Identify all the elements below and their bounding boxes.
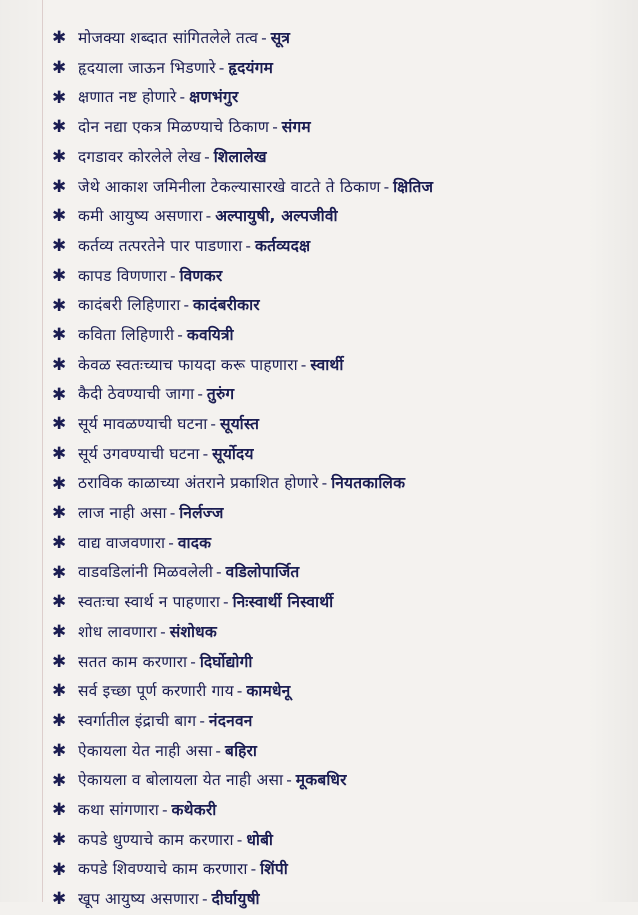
phrase-text: कपडे शिवण्याचे काम करणारा — [78, 860, 248, 879]
one-word-answer: धोबी — [246, 830, 274, 849]
dash-separator: - — [160, 622, 166, 641]
asterisk-bullet-icon: ✱ — [52, 443, 67, 464]
dash-separator: - — [168, 533, 174, 552]
dash-separator: - — [204, 147, 210, 166]
dash-separator: - — [216, 563, 222, 582]
asterisk-bullet-icon: ✱ — [52, 414, 67, 435]
list-item — [52, 232, 624, 262]
asterisk-bullet-icon: ✱ — [52, 711, 67, 732]
phrase-text: वाद्य वाजवणारा — [78, 533, 166, 552]
phrase-text: कर्तव्य तत्परतेने पार पाडणारा — [78, 236, 243, 255]
dash-separator: - — [272, 118, 278, 137]
list-item — [52, 766, 624, 796]
dash-separator: - — [250, 860, 257, 879]
asterisk-bullet-icon: ✱ — [52, 800, 67, 821]
one-word-answer: सूर्यास्त — [220, 415, 260, 434]
list-item — [52, 83, 624, 113]
list-item — [52, 737, 624, 767]
one-word-answer: क्षणभंगुर — [189, 88, 239, 107]
list-item — [52, 321, 624, 351]
one-word-answer: कवयित्री — [186, 325, 234, 344]
asterisk-bullet-icon: ✱ — [52, 58, 67, 79]
list-item — [52, 677, 624, 707]
phrase-text: शोध लावणारा — [78, 622, 158, 641]
list-item — [52, 618, 624, 648]
phrase-text: कविता लिहिणारी — [78, 325, 175, 344]
asterisk-bullet-icon: ✱ — [52, 740, 67, 761]
dash-separator: - — [236, 682, 243, 701]
asterisk-bullet-icon: ✱ — [52, 176, 67, 197]
list-item — [52, 143, 624, 173]
one-word-answer: अल्पायुषी, अल्पजीवी — [215, 207, 338, 226]
one-word-answer: क्षितिज — [393, 177, 434, 196]
one-word-answer: निःस्वार्थी निस्वार्थी — [232, 593, 334, 612]
dash-separator: - — [210, 415, 217, 434]
one-word-answer: हृदयंगम — [228, 58, 274, 77]
phrase-text: मोजक्या शब्दात सांगितलेले तत्व — [78, 29, 259, 48]
dash-separator: - — [236, 830, 243, 849]
one-word-answer: बहिरा — [225, 741, 258, 760]
phrase-text: दगडावर कोरलेले लेख — [78, 147, 202, 166]
phrase-text: कमी आयुष्य असणारा — [78, 207, 203, 226]
asterisk-bullet-icon: ✱ — [52, 770, 67, 791]
one-word-answer: सूत्र — [270, 29, 291, 48]
list-item — [52, 291, 624, 321]
dash-separator: - — [199, 711, 205, 730]
dash-separator: - — [202, 444, 209, 463]
asterisk-bullet-icon: ✱ — [52, 384, 67, 405]
asterisk-bullet-icon: ✱ — [52, 829, 67, 850]
asterisk-bullet-icon: ✱ — [52, 295, 67, 316]
one-word-answer: दीर्घायुषी — [211, 890, 260, 909]
asterisk-bullet-icon: ✱ — [52, 147, 67, 168]
one-word-answer: कथेकरी — [171, 800, 217, 819]
list-item — [52, 885, 624, 915]
phrase-text: सूर्य उगवण्याची घटना — [78, 444, 200, 463]
one-word-answer: सूर्योदय — [212, 444, 254, 463]
one-word-answer: संगम — [281, 118, 311, 137]
asterisk-bullet-icon: ✱ — [52, 265, 67, 286]
asterisk-bullet-icon: ✱ — [52, 473, 67, 494]
phrase-text: कथा सांगणारा — [78, 800, 159, 819]
list-item — [52, 351, 624, 381]
phrase-text: केवळ स्वतःच्याच फायदा करू पाहणारा — [78, 355, 298, 374]
list-item — [52, 54, 624, 84]
one-word-answer: वडिलोपार्जित — [225, 563, 300, 582]
phrase-text: ठराविक काळाच्या अंतराने प्रकाशित होणारे — [78, 474, 319, 493]
margin-line — [42, 0, 43, 902]
list-item — [52, 262, 624, 292]
phrase-text: जेथे आकाश जमिनीला टेकल्यासारखे वाटते ते ठिकाण — [78, 177, 381, 196]
one-word-answer: दिर्घोद्योगी — [199, 652, 253, 671]
one-word-answer: कामधेनू — [246, 682, 291, 701]
phrase-text: ऐकायला येत नाही असा — [78, 741, 213, 760]
phrase-text: कपडे धुण्याचे काम करणारा — [78, 830, 234, 849]
asterisk-bullet-icon: ✱ — [52, 206, 67, 227]
dash-separator: - — [183, 296, 190, 315]
list-item — [52, 588, 624, 618]
list-item — [52, 826, 624, 856]
vocabulary-list — [52, 24, 624, 915]
asterisk-bullet-icon: ✱ — [52, 28, 67, 49]
phrase-text: दोन नद्या एकत्र मिळण्याचे ठिकाण — [78, 118, 270, 137]
asterisk-bullet-icon: ✱ — [52, 889, 67, 910]
dash-separator: - — [286, 771, 292, 790]
dash-separator: - — [215, 741, 222, 760]
one-word-answer: संशोधक — [169, 622, 218, 641]
list-item — [52, 469, 624, 499]
asterisk-bullet-icon: ✱ — [52, 354, 67, 375]
asterisk-bullet-icon: ✱ — [52, 87, 67, 108]
dash-separator: - — [205, 207, 212, 226]
dash-separator: - — [245, 236, 251, 255]
list-item — [52, 113, 624, 143]
phrase-text: ऐकायला व बोलायला येत नाही असा — [78, 771, 284, 790]
dash-separator: - — [261, 29, 267, 48]
dash-separator: - — [383, 177, 390, 196]
dash-separator: - — [321, 474, 328, 493]
phrase-text: कापड विणणारा — [78, 266, 167, 285]
one-word-answer: वादक — [177, 533, 212, 552]
list-item — [52, 707, 624, 737]
one-word-answer: स्वार्थी — [310, 355, 344, 374]
asterisk-bullet-icon: ✱ — [52, 236, 67, 257]
phrase-text: स्वतःचा स्वार्थ न पाहणारा — [78, 593, 221, 612]
phrase-text: क्षणात नष्ट होणारे — [78, 88, 177, 107]
phrase-text: सूर्य मावळण्याची घटना — [78, 415, 208, 434]
phrase-text: वाडवडिलांनी मिळवलेली — [78, 563, 214, 582]
one-word-answer: शिलालेख — [213, 147, 267, 166]
dash-separator: - — [169, 266, 176, 285]
asterisk-bullet-icon: ✱ — [52, 117, 67, 138]
one-word-answer: निर्लज्ज — [179, 504, 224, 523]
list-item — [52, 202, 624, 232]
dash-separator: - — [218, 58, 225, 77]
asterisk-bullet-icon: ✱ — [52, 592, 67, 613]
phrase-text: लाज नाही असा — [78, 504, 167, 523]
dash-separator: - — [201, 890, 208, 909]
list-item — [52, 172, 624, 202]
asterisk-bullet-icon: ✱ — [52, 859, 67, 880]
one-word-answer: तुरुंग — [206, 385, 235, 404]
one-word-answer: विणकर — [179, 266, 223, 285]
one-word-answer: नंदनवन — [208, 711, 253, 730]
phrase-text: स्वर्गातील इंद्राची बाग — [78, 711, 197, 730]
dash-separator: - — [169, 504, 176, 523]
asterisk-bullet-icon: ✱ — [52, 651, 67, 672]
one-word-answer: शिंपी — [260, 860, 288, 879]
phrase-text: कादंबरी लिहिणारा — [78, 296, 181, 315]
list-item — [52, 558, 624, 588]
list-item — [52, 24, 624, 54]
list-item — [52, 410, 624, 440]
asterisk-bullet-icon: ✱ — [52, 562, 67, 583]
list-item — [52, 380, 624, 410]
list-item — [52, 529, 624, 559]
phrase-text: हृदयाला जाऊन भिडणारे — [78, 58, 216, 77]
one-word-answer: कर्तव्यदक्ष — [255, 236, 311, 255]
list-item — [52, 855, 624, 885]
dash-separator: - — [197, 385, 203, 404]
phrase-text: कैदी ठेवण्याची जागा — [78, 385, 195, 404]
phrase-text: खूप आयुष्य असणारा — [78, 890, 199, 909]
asterisk-bullet-icon: ✱ — [52, 503, 67, 524]
asterisk-bullet-icon: ✱ — [52, 622, 67, 643]
dash-separator: - — [161, 800, 168, 819]
list-item — [52, 440, 624, 470]
list-item — [52, 499, 624, 529]
list-item — [52, 796, 624, 826]
one-word-answer: मूकबधिर — [295, 771, 347, 790]
dash-separator: - — [190, 652, 196, 671]
phrase-text: सतत काम करणारा — [78, 652, 188, 671]
dash-separator: - — [223, 593, 229, 612]
one-word-answer: कादंबरीकार — [193, 296, 260, 315]
one-word-answer: नियतकालिक — [331, 474, 406, 493]
asterisk-bullet-icon: ✱ — [52, 325, 67, 346]
asterisk-bullet-icon: ✱ — [52, 681, 67, 702]
dash-separator: - — [300, 355, 307, 374]
dash-separator: - — [177, 325, 183, 344]
asterisk-bullet-icon: ✱ — [52, 533, 67, 554]
dash-separator: - — [179, 88, 186, 107]
phrase-text: सर्व इच्छा पूर्ण करणारी गाय — [78, 682, 234, 701]
list-item — [52, 647, 624, 677]
